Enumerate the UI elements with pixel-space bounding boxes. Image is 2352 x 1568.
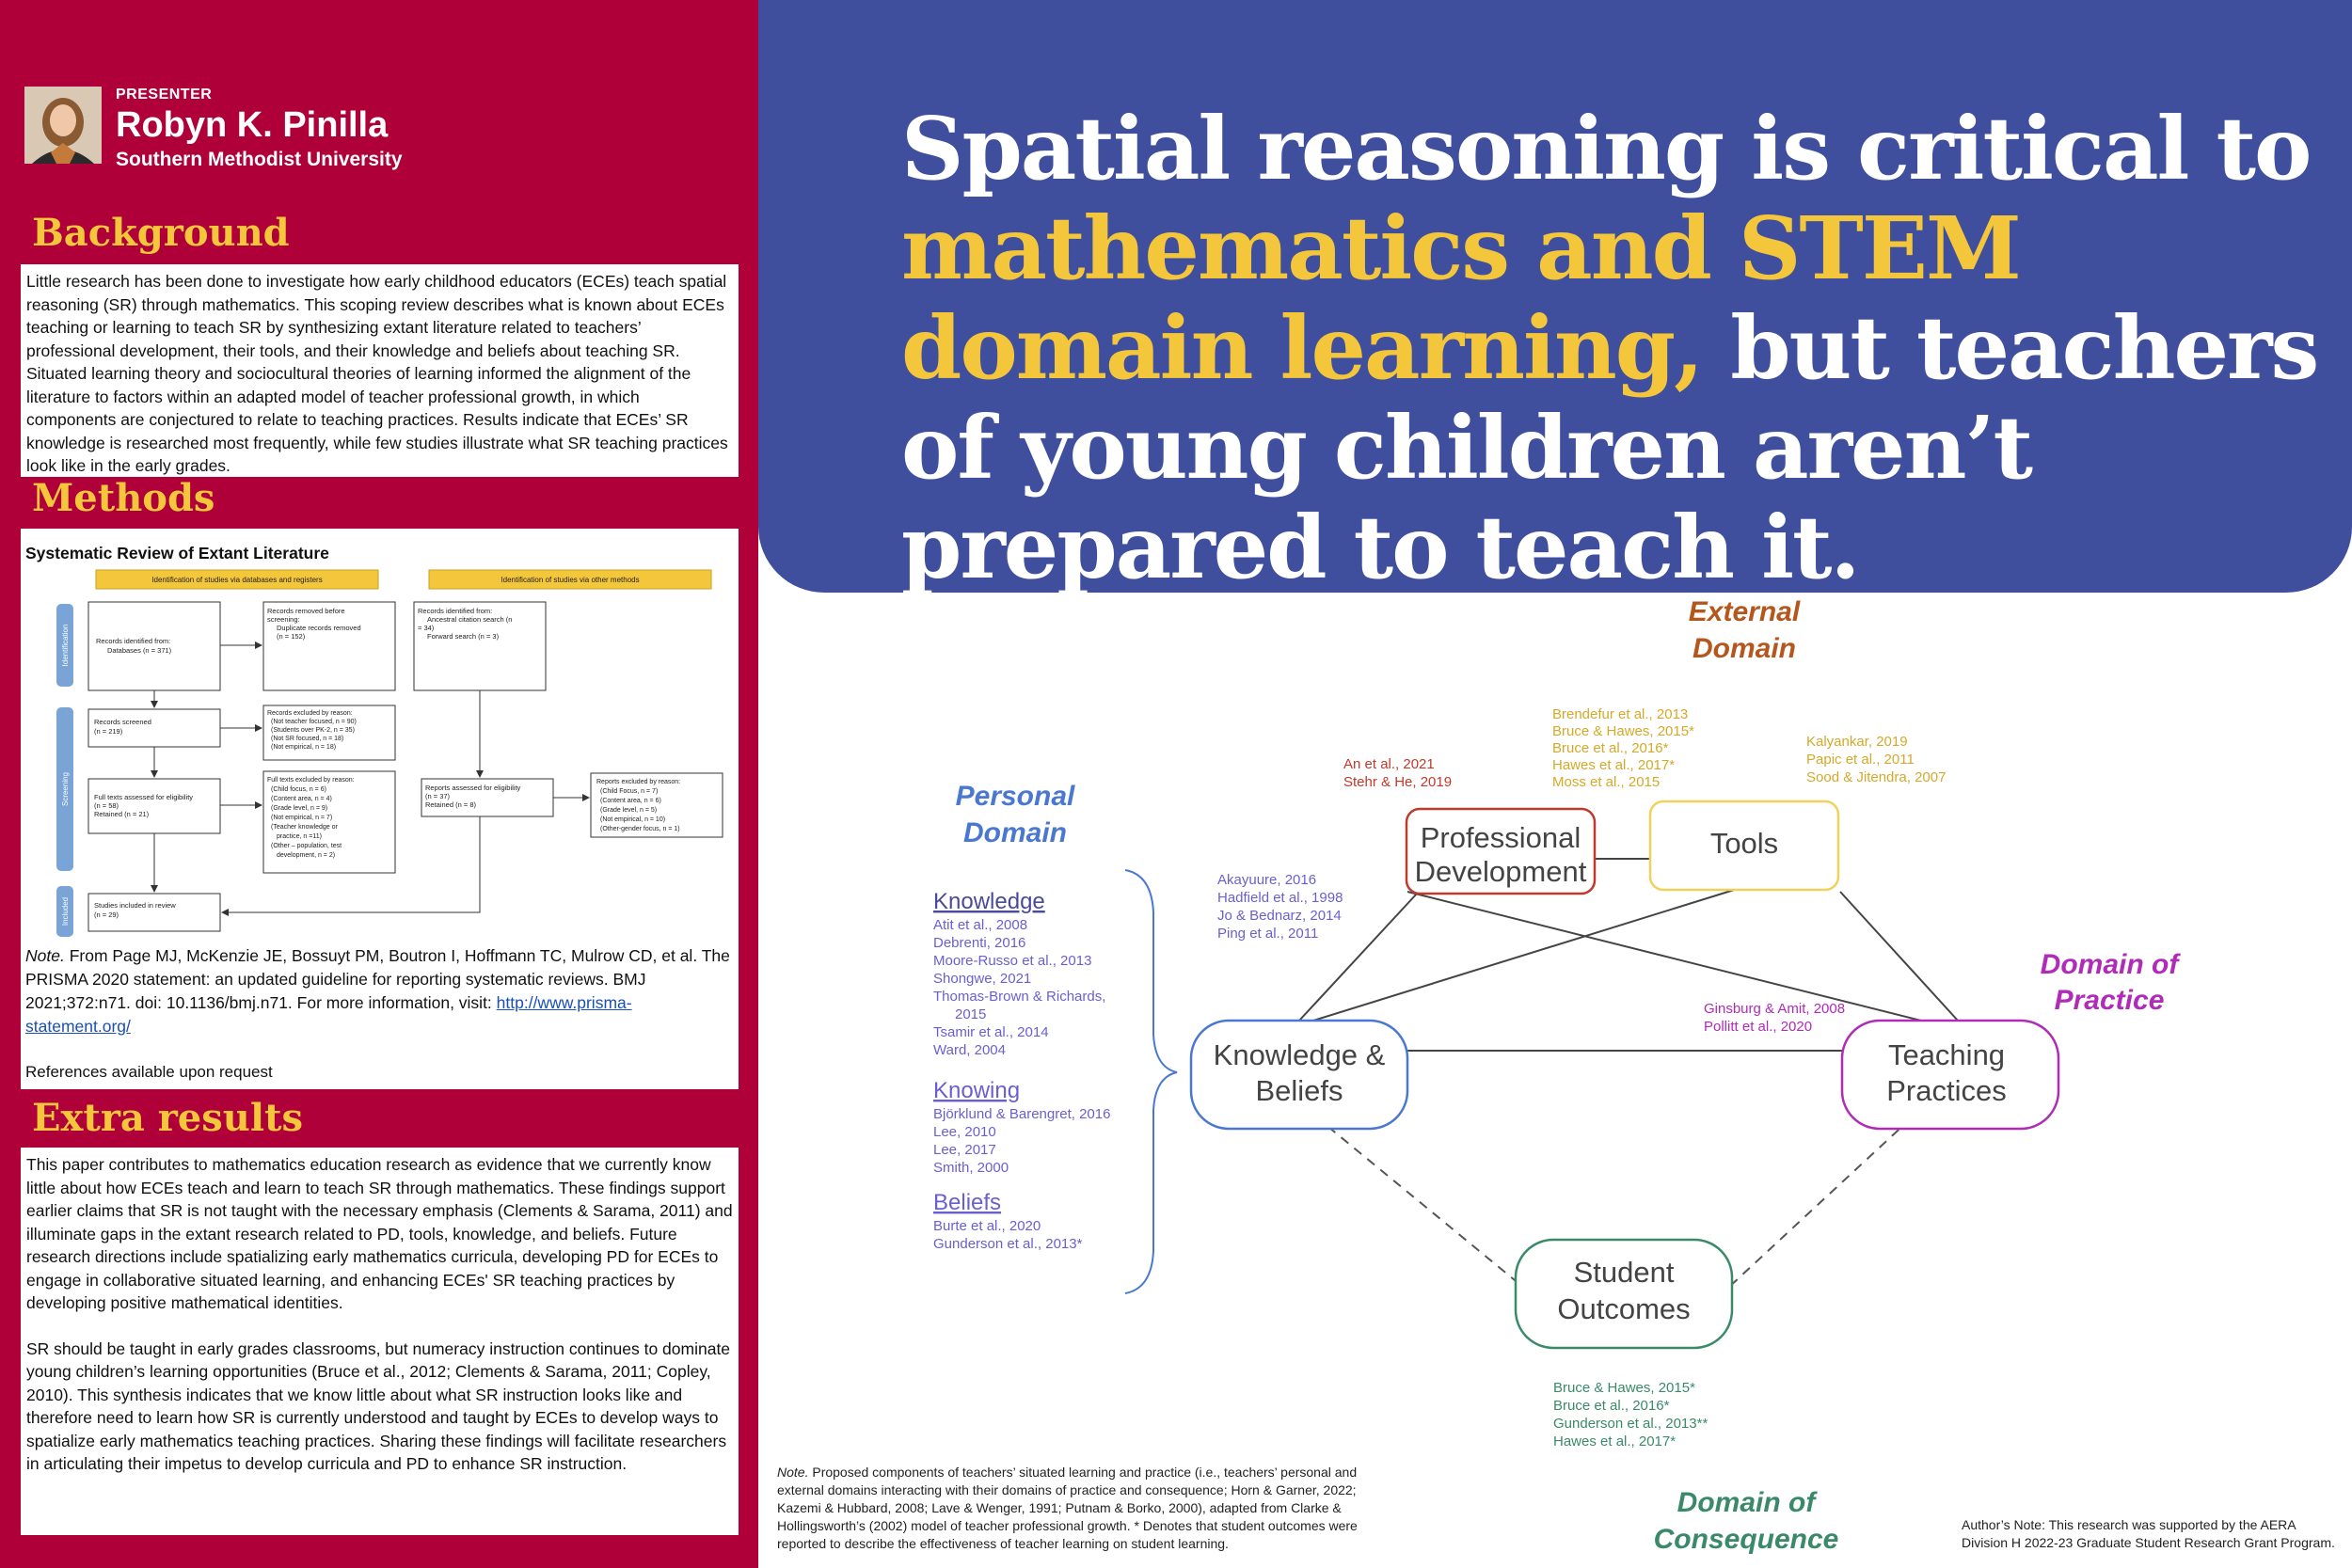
prisma-link[interactable]: http://www.prisma-statement.org/ bbox=[25, 993, 632, 1036]
left-column bbox=[0, 0, 758, 1568]
personal-domain-label: Personal Domain bbox=[955, 781, 1075, 848]
knowledge-refs: Atit et al., 2008 Debrenti, 2016 Moore-Russo et al., 2013 Shongwe, 2021 Thomas-Brown & Richards, 2015 Tsamir et al., 2014 Ward, 2004 bbox=[933, 917, 1106, 1058]
prisma-header-db: Identification of studies via databases and registers bbox=[151, 576, 323, 584]
stage-included: Included bbox=[61, 896, 70, 927]
stage-identification: Identification bbox=[61, 624, 70, 667]
refs-kb-pd: Akayuure, 2016 Hadfield et al., 1998 Jo & Bednarz, 2014 Ping et al., 2011 bbox=[1217, 872, 1343, 942]
edge-tools-tp bbox=[1840, 892, 1958, 1021]
background-text: Little research has been done to investigate how early childhood educators (ECEs) teach spatial reasoning (SR) through mathematics. This scoping review describes what is known about ECEs teaching or learning to teach SR by synthesizing extant literature related to teachers’ professional development, their tools, and their knowledge and beliefs about teaching SR. Situated learning theory and sociocultural theories of learning informed the alignment of the literature to factors within an adapted model of teacher professional growth, in which components are conjectured to relate to teaching practices. Results indicate that ECEs’ SR knowledge is researched most frequently, while few studies illustrate what SR teaching practices look like in the early grades. bbox=[26, 272, 728, 475]
presenter-affiliation: Southern Methodist University bbox=[116, 149, 403, 170]
edge-kb-tools bbox=[1313, 887, 1743, 1021]
extra-results-panel bbox=[21, 1148, 739, 1535]
box-records-db: Records identified from: Databases (n = 371) bbox=[96, 637, 172, 655]
prisma-flow-diagram bbox=[21, 566, 739, 961]
extra-para-2: SR should be taught in early grades classrooms, but numeracy instruction continues to dominate young children’s learning opportunities (Bruce et al., 2012; Clements & Sarama, 2011; Copley, 2010). This synthesis indicates that we know little about what SR instruction looks like and therefore need to learn how SR is currently understood and taught by ECEs to develop ways to spatialize early mathematics teaching practices. Sharing these findings will facilitate researchers in articulating their impetus to develop curricula and PD to enhance SR instruction. bbox=[26, 1338, 731, 1473]
headline: Spatial reasoning is critical to mathematics and STEM domain learning, but teachers of young children aren’t prepared to teach it. bbox=[901, 98, 2318, 598]
figure-note: Note. Proposed components of teachers’ situated learning and practice (i.e., teachers’ personal and external domains interacting with their domains of practice and consequence; Horn & Garner, 2022; Kazemi & Hubbard, 2008; Lave & Wenger, 1991; Putnam & Borko, 2000), adapted from Clarke & Hollingsworth’s (2002) model of teacher professional growth. * Denotes that student outcomes were reported to describe the effectiveness of teacher learning on student learning. bbox=[777, 1465, 1358, 1551]
presenter-label: PRESENTER bbox=[116, 87, 213, 103]
personal-domain-brace bbox=[1125, 870, 1177, 1293]
knowledge-heading: Knowledge bbox=[933, 889, 1045, 914]
node-tools-label: Tools bbox=[1709, 827, 1779, 860]
box-reports-assessed: Reports assessed for eligibility (n = 37) Retained (n = 8) bbox=[425, 784, 521, 809]
presenter-name: Robyn K. Pinilla bbox=[116, 105, 389, 145]
beliefs-heading: Beliefs bbox=[933, 1190, 1002, 1215]
extra-para-1: This paper contributes to mathematics education research as evidence that we currently know little about how ECEs teach and learn to teach SR through mathematics. These findings support earlier claims that SR is not taught with the necessary emphasis (Clements & Sarama, 2011) and illuminate gaps in the extant research related to PD, tools, knowledge, and beliefs. Future research directions include spatializing early mathematics curricula, developing PD for ECEs to engage in collaborative situated learning, and enhancing ECEs' SR teaching practices by developing positive mathematical identities. bbox=[26, 1155, 733, 1312]
box-reports-excluded: Reports excluded by reason: (Child Focus, n = 7) (Content area, n = 6) (Grade level, n = 5) (Not empirical, n = 10) (Other-gender focus, n = 1) bbox=[596, 779, 681, 832]
node-so-label: Student Outcomes bbox=[1557, 1256, 1691, 1325]
presenter-photo bbox=[24, 87, 102, 164]
references-note: References available upon request bbox=[25, 1063, 273, 1081]
stage-screening: Screening bbox=[61, 771, 70, 807]
refs-tp: Ginsburg & Amit, 2008 Pollitt et al., 2020 bbox=[1704, 1001, 1846, 1035]
box-removed: Records removed before screening: Duplicate records removed (n = 152) bbox=[267, 607, 361, 641]
box-fulltext: Full texts assessed for eligibility (n = 58) Retained (n = 21) bbox=[94, 793, 194, 818]
edge-pd-tp bbox=[1407, 892, 1940, 1025]
refs-pd: An et al., 2021 Stehr & He, 2019 bbox=[1343, 756, 1453, 790]
node-tp-label: Teaching Practices bbox=[1886, 1038, 2007, 1107]
box-other-records: Records identified from: Ancestral citation search (n = 34) Forward search (n = 3) bbox=[418, 607, 513, 641]
teacher-growth-model bbox=[758, 593, 2352, 1568]
node-kb-label: Knowledge & Beliefs bbox=[1213, 1038, 1386, 1107]
external-domain-label: External Domain bbox=[1688, 596, 1801, 664]
methods-panel bbox=[21, 529, 739, 1089]
refs-tools-a: Brendefur et al., 2013 Bruce & Hawes, 2015* Bruce et al., 2016* Hawes et al., 2017* Moss et al., 2015 bbox=[1552, 706, 1694, 790]
background-title: Background bbox=[32, 211, 290, 255]
extra-results-title: Extra results bbox=[32, 1096, 304, 1140]
background-panel bbox=[21, 264, 739, 477]
consequence-domain-label: Domain of Consequence bbox=[1653, 1487, 1839, 1555]
knowing-refs: Björklund & Barengret, 2016 Lee, 2010 Lee, 2017 Smith, 2000 bbox=[933, 1106, 1111, 1176]
box-excluded: Records excluded by reason: (Not teacher focused, n = 90) (Students over PK-2, n = 35) (Not SR focused, n = 18) (Not empirical, n = 18) bbox=[267, 710, 357, 751]
box-screened: Records screened (n = 219) bbox=[94, 718, 151, 736]
practice-domain-label: Domain of Practice bbox=[2040, 949, 2179, 1016]
headline-highlight: mathematics and STEM domain learning, bbox=[901, 198, 2020, 399]
prisma-note: Note. From Page MJ, McKenzie JE, Bossuyt PM, Boutron I, Hoffmann TC, Mulrow CD, et al. The PRISMA 2020 statement: an updated guideline for reporting systematic reviews. BMJ 2021;372:n71. doi: 10.1136/bmj.n71. For more information, visit: http://www.prisma-statement.org/ bbox=[25, 946, 730, 1036]
methods-title: Methods bbox=[32, 476, 215, 520]
knowing-heading: Knowing bbox=[933, 1078, 1021, 1103]
prisma-title: Systematic Review of Extant Literature bbox=[25, 544, 329, 562]
author-note: Author’s Note: This research was supported by the AERA Division H 2022-23 Graduate Student Research Grant Program. bbox=[1962, 1517, 2335, 1550]
beliefs-refs: Burte et al., 2020 Gunderson et al., 2013* bbox=[933, 1218, 1083, 1252]
refs-so: Bruce & Hawes, 2015* Bruce et al., 2016* Gunderson et al., 2013** Hawes et al., 2017* bbox=[1553, 1380, 1708, 1449]
node-pd-label: Professional Development bbox=[1414, 821, 1587, 888]
refs-tools-b: Kalyankar, 2019 Papic et al., 2011 Sood & Jitendra, 2007 bbox=[1806, 734, 1947, 785]
box-fulltext-excluded: Full texts excluded by reason: (Child focus, n = 6) (Content area, n = 4) (Grade level, n = 9) (Not empirical, n = 7) (Teacher knowledge or practice, n =11) (Other – population, test development, n = 2) bbox=[267, 777, 355, 859]
box-included: Studies included in review (n = 29) bbox=[94, 901, 176, 919]
headline-banner bbox=[758, 0, 2352, 598]
prisma-header-other: Identification of studies via other methods bbox=[501, 576, 640, 584]
